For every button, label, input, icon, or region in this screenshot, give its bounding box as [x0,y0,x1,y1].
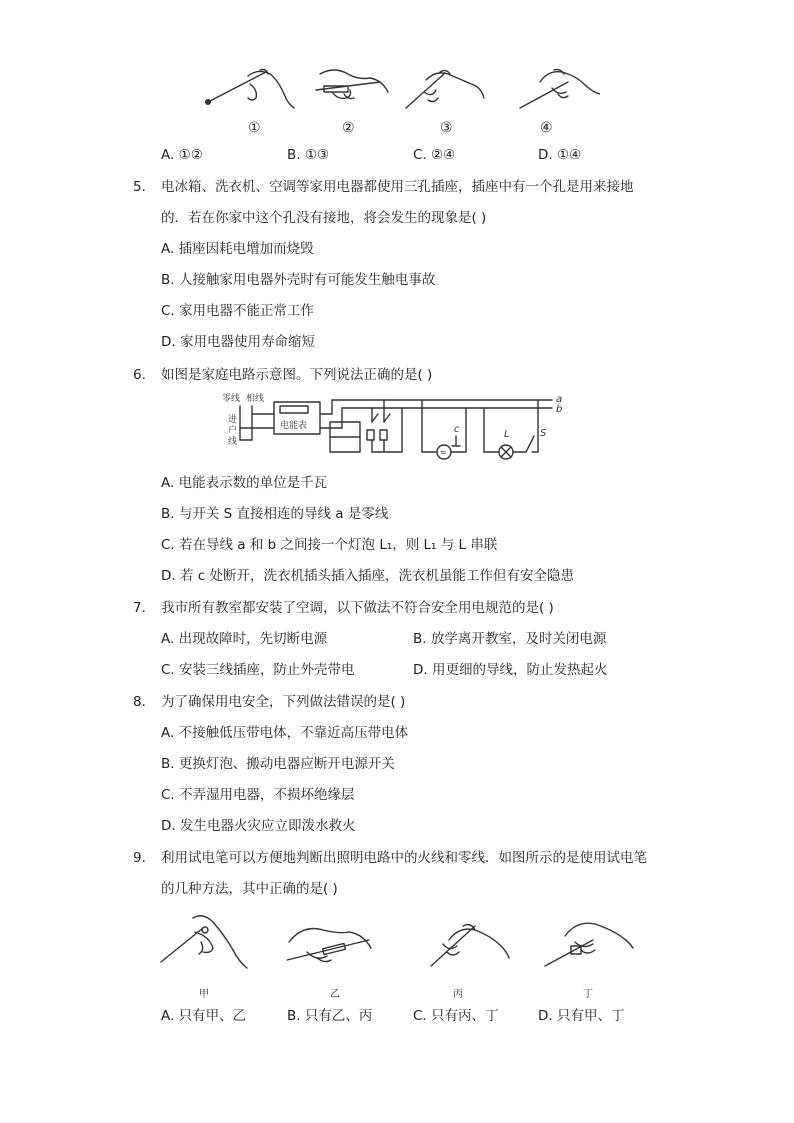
q5-option-c-letter: C. [161,303,175,319]
q6-meter-label: 电能表 [280,421,308,431]
q6-label-incoming3: 线 [228,437,238,447]
q6-label-incoming2: 户 [228,426,238,436]
q9-option-c-letter: C. [413,1008,427,1024]
q5-option-c-text: 家用电器不能正常工作 [179,303,315,319]
q9-option-c-text: 只有丙、丁 [431,1008,499,1024]
q4-option-b[interactable] [287,146,329,164]
q6-option-d[interactable] [161,567,574,585]
q4-option-c-text: ②④ [431,147,456,163]
q8-number: 8. [133,694,146,710]
q6-label-live: 相线 [246,394,265,404]
q8-option-b-text: 更换灯泡、搬动电器应断开电源开关 [178,756,395,772]
q7-option-c[interactable] [161,661,355,679]
q4-option-d-letter: D. [538,147,553,163]
q6-option-a-letter: A. [161,475,175,491]
q4-figure-label-1: ① [248,120,261,136]
q6-number: 6. [133,367,146,383]
q4-figure-label-2: ② [342,120,355,136]
q9-option-d-text: 只有甲、丁 [556,1008,625,1024]
q6-label-c: c [454,424,460,435]
q9-figure-label-4: 丁 [583,989,593,1000]
q4-figure-label-3: ③ [440,120,453,136]
q9-number: 9. [133,850,146,866]
q8-option-c-letter: C. [161,787,175,803]
q9-figure-label-1: 甲 [199,989,209,1000]
q7-option-d[interactable] [413,661,607,679]
q5-option-c[interactable] [161,302,314,320]
q5-option-b[interactable] [161,271,435,289]
q4-option-b-letter: B. [287,147,301,163]
q4-option-b-text: ①③ [304,147,330,163]
q8-option-a[interactable] [161,724,408,742]
q5-option-d-letter: D. [161,334,176,350]
q6-option-c-letter: C. [161,537,175,553]
q6-option-d-letter: D. [161,568,176,584]
q4-option-c[interactable] [413,146,455,164]
q5-option-a-text: 插座因耗电增加而烧毁 [178,241,314,257]
q4-option-d-text: ①④ [556,147,582,163]
q6-option-a-text: 电能表示数的单位是千瓦 [178,475,328,491]
q6-label-L: L [504,429,510,440]
q4-option-a-letter: A. [161,147,175,163]
q7-stem: 我市所有教室都安装了空调，以下做法不符合安全用电规范的是( ) [161,600,554,616]
q9-hands-illustration [155,912,645,978]
q6-stem: 如图是家庭电路示意图。下列说法正确的是( ) [161,367,433,383]
q7-option-a-text: 出现故障时，先切断电源 [178,631,328,647]
q6-label-S: S [540,428,547,439]
q6-socket-glyph: ≈ [440,448,447,457]
q6-circuit-svg [222,392,572,464]
q4-option-a[interactable] [161,146,203,164]
q9-option-a[interactable] [161,1007,246,1025]
q5-option-a-letter: A. [161,241,175,257]
q6-option-b[interactable] [161,505,388,523]
q9-option-a-letter: A. [161,1008,175,1024]
q9-option-d-letter: D. [538,1008,553,1024]
q7-option-a[interactable] [161,630,327,648]
q4-figure [200,62,600,122]
q9-figure-label-2: 乙 [330,989,340,1000]
q8-option-d-letter: D. [161,818,176,834]
q6-option-c[interactable] [161,536,497,554]
q8-option-c[interactable] [161,786,355,804]
q4-figure-label-4: ④ [540,120,553,136]
q4-option-c-letter: C. [413,147,427,163]
q5-option-a[interactable] [161,240,314,258]
q9-option-b-text: 只有乙、丙 [304,1008,373,1024]
q8-option-b[interactable] [161,755,395,773]
q7-option-a-letter: A. [161,631,175,647]
q8-option-a-text: 不接触低压带电体，不靠近高压带电体 [178,725,409,741]
q9-option-c[interactable] [413,1007,499,1025]
q5-stem-line1: 电冰箱、洗衣机、空调等家用电器都使用三孔插座，插座中有一个孔是用来接地 [161,179,634,195]
q6-option-d-text: 若 c 处断开，洗衣机插头插入插座，洗衣机虽能工作但有安全隐患 [179,568,574,584]
q8-option-a-letter: A. [161,725,175,741]
q9-stem-line1: 利用试电笔可以方便地判断出照明电路中的火线和零线．如图所示的是使用试电笔 [161,850,647,866]
q5-option-b-letter: B. [161,272,175,288]
q6-option-b-text: 与开关 S 直接相连的导线 a 是零线 [178,506,389,522]
q9-option-b[interactable] [287,1007,372,1025]
q6-option-c-text: 若在导线 a 和 b 之间接一个灯泡 L₁，则 L₁ 与 L 串联 [179,537,498,553]
q8-stem: 为了确保用电安全，下列做法错误的是( ) [161,694,406,710]
q7-number: 7. [133,600,146,616]
q6-label-neutral: 零线 [222,394,241,404]
q7-option-c-text: 安装三线插座，防止外壳带电 [179,662,355,678]
q6-circuit-diagram [222,392,572,464]
q9-figure [155,912,645,978]
q9-option-b-letter: B. [287,1008,301,1024]
q8-option-d-text: 发生电器火灾应立即泼水救火 [179,818,356,834]
q5-number: 5. [133,179,146,195]
q4-option-d[interactable] [538,146,581,164]
q5-stem-line2: 的．若在你家中这个孔没有接地，将会发生的现象是( ) [161,210,487,226]
q9-option-d[interactable] [538,1007,624,1025]
q7-option-d-text: 用更细的导线，防止发热起火 [431,662,608,678]
q8-option-c-text: 不弄湿用电器，不损坏绝缘层 [179,787,355,803]
q8-option-d[interactable] [161,817,355,835]
q5-option-d[interactable] [161,333,315,351]
q8-option-b-letter: B. [161,756,175,772]
q7-option-b-letter: B. [413,631,427,647]
q9-stem-line2: 的几种方法，其中正确的是( ) [161,881,338,897]
q7-option-b-text: 放学离开教室，及时关闭电源 [430,631,607,647]
q5-option-d-text: 家用电器使用寿命缩短 [179,334,315,350]
q6-option-b-letter: B. [161,506,175,522]
q7-option-d-letter: D. [413,662,428,678]
q6-label-b: b [556,404,563,415]
q7-option-c-letter: C. [161,662,175,678]
q9-figure-label-3: 丙 [453,989,463,1000]
q5-option-b-text: 人接触家用电器外壳时有可能发生触电事故 [178,272,436,288]
q6-option-a[interactable] [161,474,327,492]
q7-option-b[interactable] [413,630,606,648]
q6-label-a: a [556,394,563,405]
q9-option-a-text: 只有甲、乙 [178,1008,247,1024]
q6-label-incoming1: 进 [228,415,238,425]
q4-option-a-text: ①② [178,147,203,163]
q4-hands-illustration [200,62,600,122]
